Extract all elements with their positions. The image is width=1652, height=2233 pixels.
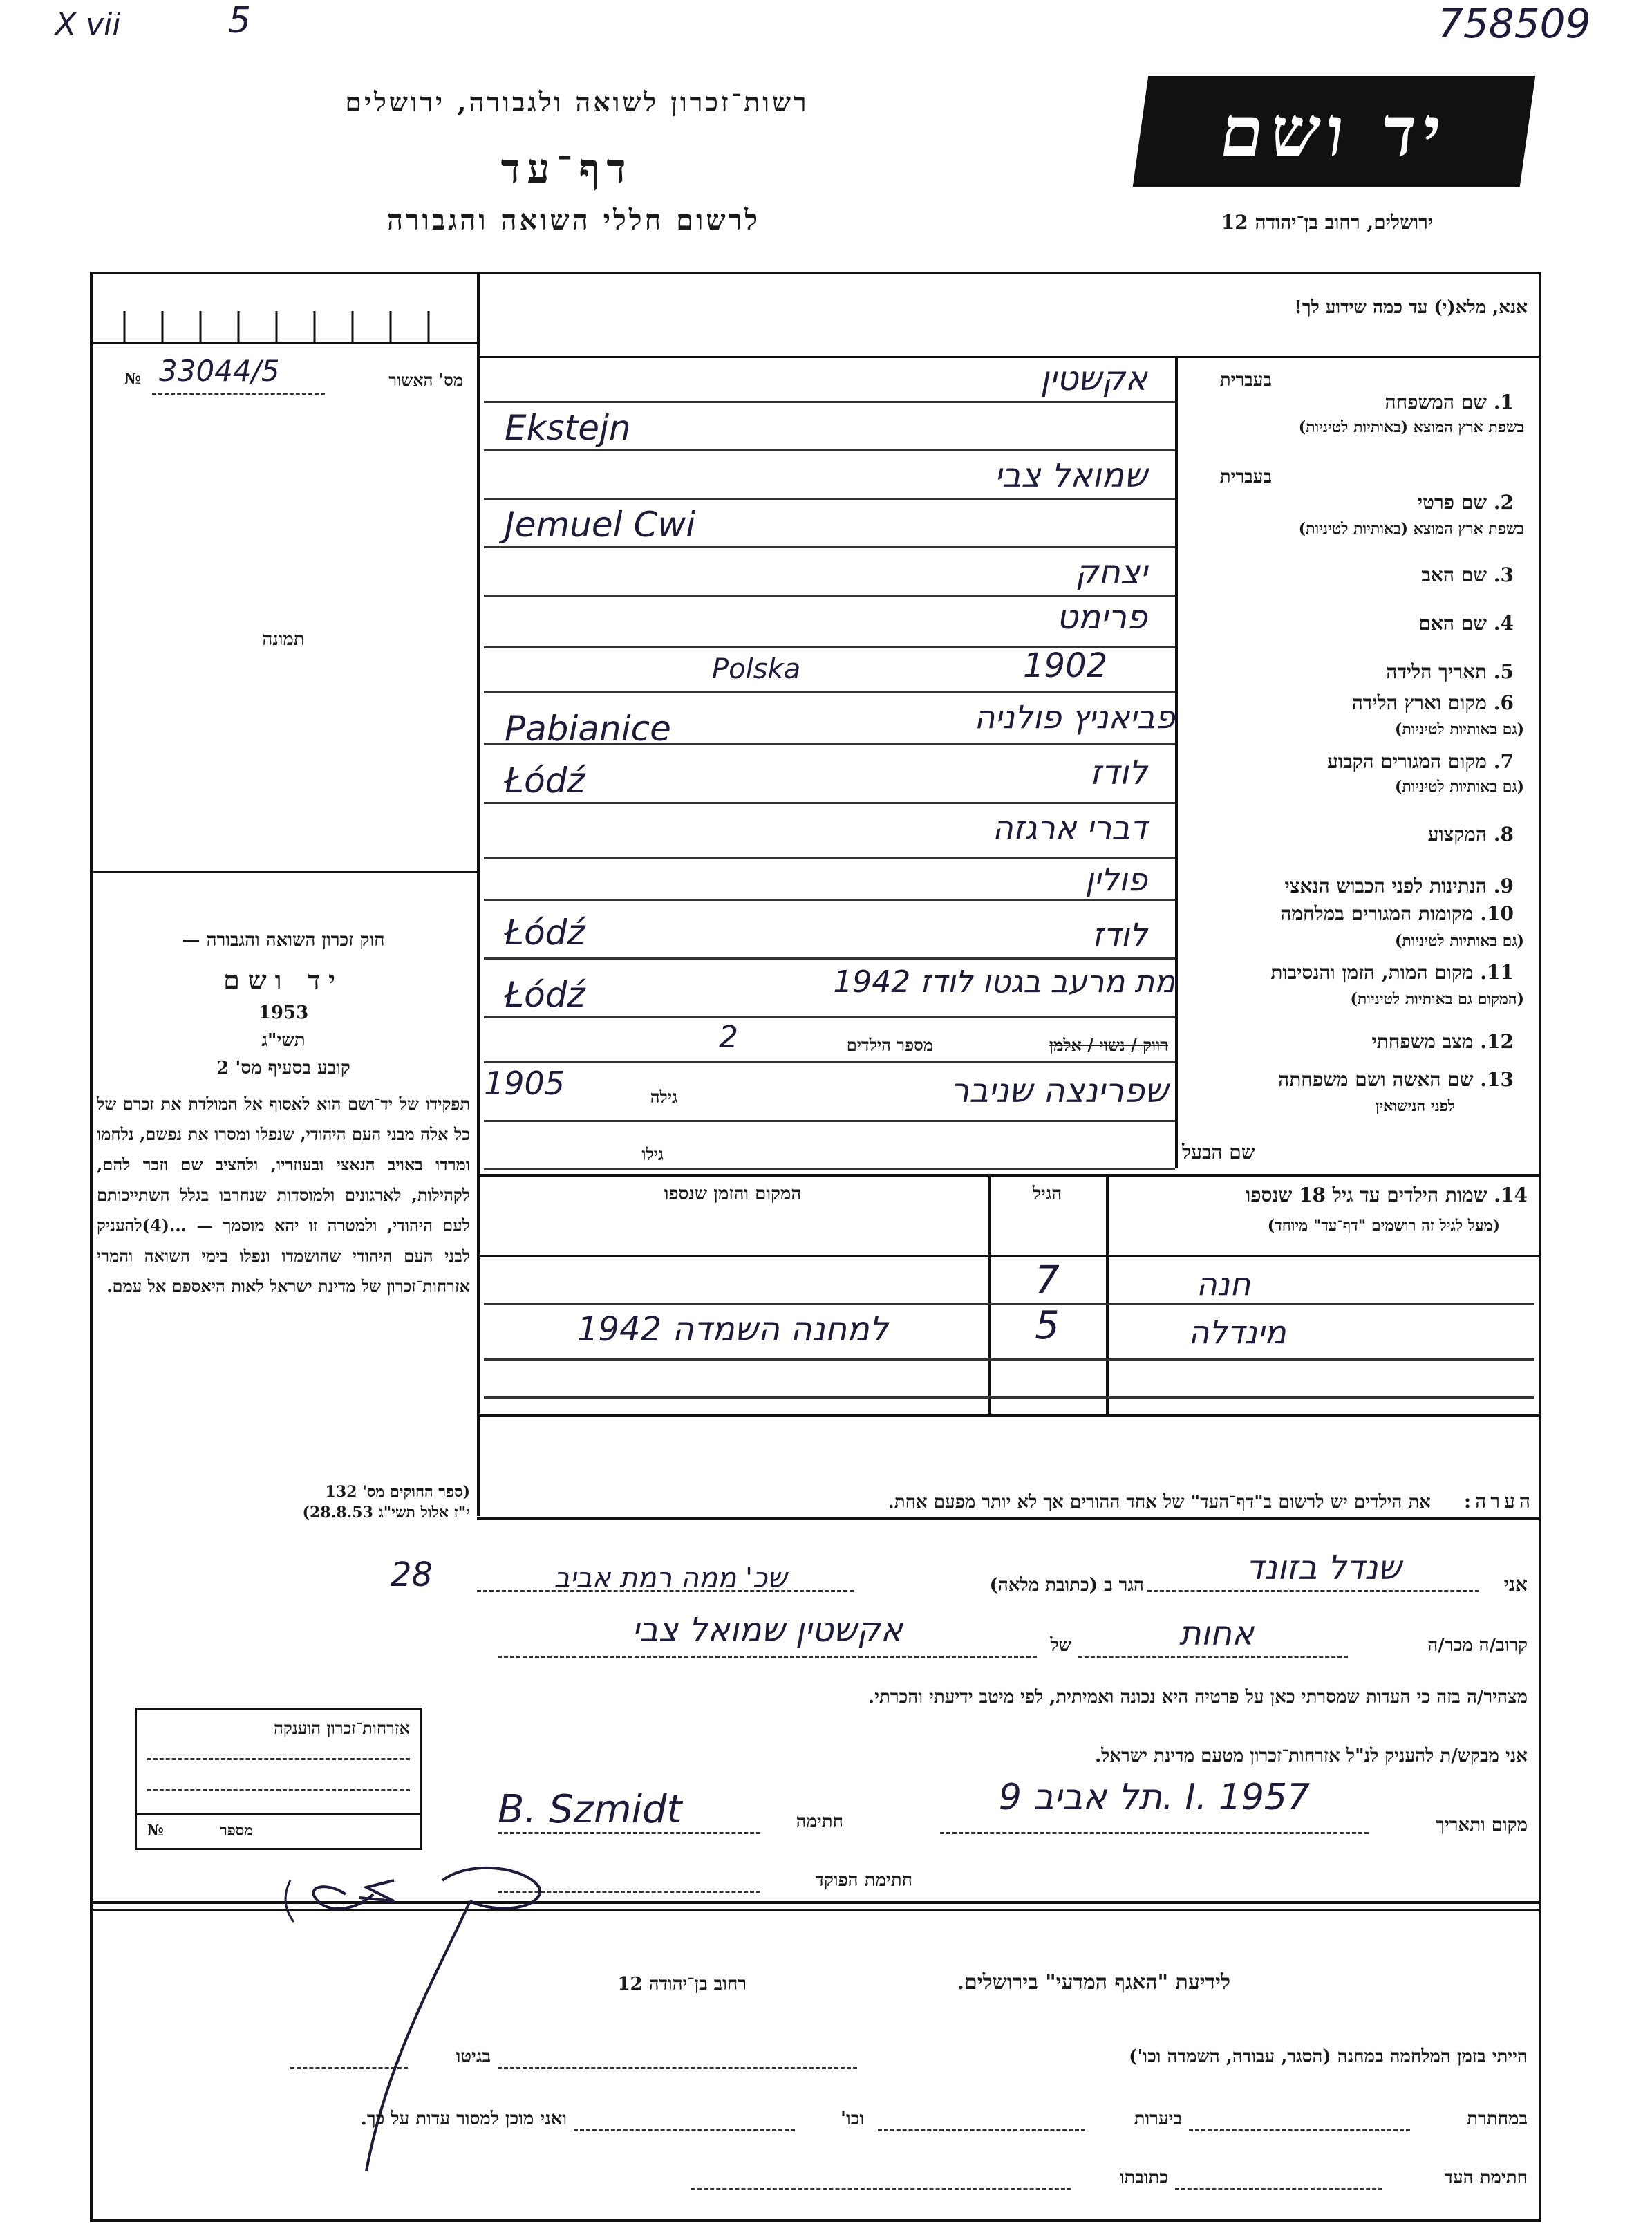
citizenship-no-label: מספר (220, 1822, 254, 1840)
law-source: (ספר החוקים מס' 132 (325, 1483, 470, 1501)
approval-label: מס' האשור (388, 370, 463, 390)
law-title: חוק זכרון השואה והגבורה — (182, 930, 385, 951)
header-address: ירושלים, רחוב בן־יהודה 12 (1221, 211, 1434, 234)
frame-top (90, 272, 1541, 274)
child-1-age[interactable]: 7 (1035, 1258, 1060, 1303)
field-11-label-text: מקום המות, הזמן והנסיבות (1270, 961, 1474, 984)
decl-signature-label: חתימה (796, 1811, 843, 1832)
left-panel-divider (477, 272, 480, 1516)
law-year-hebrew: תשי"ג (261, 1030, 306, 1051)
citizenship-line-2 (147, 1789, 410, 1791)
field-7-line (484, 802, 1175, 804)
field-2-number: 2. (1493, 491, 1514, 514)
field-10-value[interactable]: לודז (1092, 916, 1147, 953)
field-2-sub: בשפת ארץ המוצא (באותיות לטיניות) (1298, 520, 1524, 538)
citizenship-box-label: אזרחות־זכרון הוענקה (274, 1718, 410, 1738)
decl-person-line (498, 1656, 1037, 1658)
field-5-value[interactable]: 1902 (1023, 646, 1108, 685)
footer-ghetto-label: בגיטו (456, 2046, 491, 2067)
footer-camp-line (498, 2067, 857, 2069)
field-2-hebrew-value[interactable]: שמואל צבי (994, 456, 1147, 495)
field-12-children-label: מספר הילדים (846, 1035, 933, 1055)
field-1-hebrew-value[interactable]: אקשטין (1040, 359, 1147, 398)
field-12-status-options: רווק / נשוי / אלמן (1049, 1035, 1168, 1055)
field-8-label (1182, 823, 1514, 846)
field-2-line-2 (484, 546, 1175, 548)
decl-statement: מצהיר/ה בזה כי העדות שמסרתי כאן על פרטיה היא נכונה ואמיתית, לפי מיטב ידיעתי והכרתי. (868, 1687, 1528, 1708)
decl-of-label: של (1050, 1635, 1071, 1656)
field-5-number: 5. (1493, 660, 1514, 683)
decl-address-extra: 28 (391, 1555, 433, 1594)
field-11-sub: (המקום גם באותיות לטיניות) (1350, 990, 1524, 1008)
approval-number-value: 33044/5 (159, 354, 280, 388)
citizenship-no-symbol: № (147, 1822, 164, 1840)
field-10-label (1182, 902, 1514, 926)
decl-relation-line (1078, 1656, 1348, 1658)
field-12-line (484, 1061, 1175, 1063)
field-11-value[interactable]: מת מרעב בגטו לודז 1942 (833, 964, 1175, 1000)
law-text: תפקידו של יד־ושם הוא לאסוף אל המולדת את זכרם של כל אלה מבני העם היהודי, שנפלו ומסרו את נפשם, נלחמו ומרדו באויב הנאצי ובעוזריו, ולהציב שם וזכר להם, לקהילות, לארגונים ולמוסדות שנחרבו בגלל השתייכותם לעם היהודי, ולמטרה זו יהא מוסמך — ...(4)להעניק לבני העם היהודי שהושמדו ונפלו בימי השואה והמרי אזרחות־זכרון של מדינת ישראל לאות היאספם אל עמם. (97, 1094, 470, 1296)
field-1-latin-value[interactable]: Ekstejn (505, 408, 631, 448)
field-11-line (484, 1016, 1175, 1018)
children-number: 14. (1494, 1184, 1528, 1206)
footer-etc-label: וכו' (841, 2109, 864, 2129)
field-12-number: 12. (1480, 1030, 1514, 1053)
children-col-age-right (1106, 1174, 1109, 1416)
footer-address-label: כתובתו (1119, 2167, 1168, 2188)
footer-heading-address: רחוב בן־יהודה 12 (617, 1974, 747, 1994)
decl-person-value[interactable]: אקשטין שמואל צבי (632, 1611, 903, 1650)
field-6-label-text: מקום וארץ הלידה (1351, 691, 1487, 714)
children-col-age-header: הגיל (1032, 1184, 1062, 1204)
field-9-label-text: הנתינות לפני הכבוש הנאצי (1284, 875, 1487, 897)
field-3-line (484, 595, 1175, 597)
yad-vashem-logo: יד ושם (1133, 76, 1535, 187)
field-2-line-1 (484, 498, 1175, 500)
corner-circled-number: 5 (228, 0, 252, 41)
note-text: את הילדים יש לרשום ב"דף־העד" של אחד ההורים אך לא יותר מפעם אחת. (888, 1492, 1431, 1513)
footer-ghetto-line (290, 2067, 408, 2069)
field-9-line (484, 899, 1175, 901)
field-8-number: 8. (1493, 823, 1514, 845)
authority-line: רשות־זכרון לשואה ולגבורה, ירושלים (345, 86, 809, 118)
row-line-children-top (477, 1174, 1541, 1177)
decl-address-line (477, 1590, 854, 1592)
field-2-label (1182, 491, 1514, 514)
field-10-latin-value[interactable]: Łódź (505, 913, 585, 953)
decl-place-date-label: מקום ותאריך (1436, 1815, 1528, 1835)
field-7-latin-value[interactable]: Łódź (505, 760, 585, 801)
decl-name-value[interactable]: שנדל בזונד (1246, 1549, 1402, 1587)
decl-relation-value[interactable]: אחות (1179, 1614, 1255, 1653)
field-8-line (484, 857, 1175, 859)
children-sub: (מעל לגיל זה רושמים "דף־עד" מיוחד) (1267, 1217, 1500, 1235)
field-6-label (1182, 691, 1514, 715)
field-3-value[interactable]: יצחק (1075, 553, 1147, 592)
decl-name-line (1147, 1590, 1479, 1592)
form-title: דף־עד (500, 145, 633, 192)
field-4-number: 4. (1493, 612, 1514, 635)
law-source-date: י"ז אלול תשי"ג 28.8.53) (302, 1504, 470, 1522)
field-7-value[interactable]: לודז (1089, 754, 1147, 792)
field-13-age-label: גילה (650, 1087, 677, 1107)
decl-place-date-line (940, 1832, 1369, 1834)
photo-area-bottom (93, 871, 477, 873)
label-column-divider (1175, 356, 1178, 1168)
field-2-hebrew-tag: בעברית (1219, 467, 1272, 487)
children-header-line (477, 1255, 1541, 1257)
field-8-value[interactable]: דברי ארגזה (992, 809, 1147, 846)
children-label (1113, 1184, 1528, 1207)
field-1-hebrew-tag: בעברית (1219, 370, 1272, 391)
field-9-label (1182, 875, 1514, 898)
decl-signature-line (498, 1832, 760, 1834)
field-1-sub: בשפת ארץ המוצא (באותיות לטיניות) (1298, 418, 1524, 436)
child-row-3-line (484, 1396, 1534, 1399)
field-9-value[interactable]: פולין (1085, 861, 1147, 898)
field-6-line (484, 743, 1175, 745)
field-12-label (1182, 1030, 1514, 1054)
form-subtitle: לרשום חללי השואה והגבורה (386, 204, 761, 236)
note-label: הערה: (1463, 1490, 1534, 1513)
children-col-age-left (988, 1174, 991, 1416)
field-6-sub: (גם באותיות לטיניות) (1394, 720, 1524, 738)
footer-forests-line (878, 2129, 1085, 2131)
approval-ticks-graphic (93, 304, 477, 346)
children-label-text: שמות הילדים עד גיל 18 שנספו (1246, 1184, 1487, 1206)
document-archive-number: 758509 (1438, 0, 1591, 47)
child-2-age[interactable]: 5 (1035, 1303, 1060, 1348)
approval-line (152, 393, 325, 395)
field-7-label (1182, 750, 1514, 774)
footer-witness-signature-line (1175, 2188, 1382, 2190)
field-5-label (1182, 660, 1514, 684)
field-10-number: 10. (1480, 902, 1514, 925)
decl-i-label: אני (1503, 1573, 1528, 1596)
citizenship-box (135, 1708, 422, 1850)
corner-handwritten-mark: X vii (55, 7, 121, 42)
field-1-number: 1. (1493, 391, 1514, 413)
field-13-sub: לפני הנישואין (1375, 1097, 1455, 1115)
field-1-label-text: שם המשפחה (1385, 391, 1487, 413)
field-11-latin-value[interactable]: Łódź (505, 975, 585, 1015)
field-7-label-text: מקום המגורים הקבוע (1327, 750, 1487, 773)
field-13-label (1182, 1068, 1514, 1092)
officer-signature-scribble (263, 1839, 816, 2185)
footer-willing-label: ואני מוכן למסור עדות על כך. (360, 2109, 567, 2129)
child-2-place[interactable]: למחנה השמדה 1942 (576, 1310, 889, 1349)
child-2-name[interactable]: מינדלה (1188, 1314, 1286, 1351)
children-col-place-header: המקום והזמן שנספו (664, 1184, 802, 1204)
footer-address-line (691, 2188, 1071, 2190)
husband-line (484, 1168, 1175, 1170)
citizenship-box-divider (137, 1813, 420, 1815)
field-1-line-1 (484, 401, 1175, 403)
decl-address-value[interactable]: שכ' ממה רמת אביב (554, 1562, 787, 1594)
field-3-number: 3. (1493, 563, 1514, 586)
field-5-extra: Polska (712, 653, 801, 685)
decl-signature-value[interactable]: B. Szmidt (498, 1787, 682, 1832)
footer-camp-label: הייתי בזמן המלחמה במחנה (הסגר, עבודה, השמדה וכו') (1129, 2046, 1528, 2067)
field-11-number: 11. (1480, 961, 1514, 984)
frame-right (1539, 272, 1541, 2221)
field-1-label (1182, 391, 1514, 414)
approval-tick-row (93, 304, 477, 346)
field-13-label-text: שם האשה ושם משפחתה (1278, 1068, 1474, 1091)
field-6-latin-value[interactable]: Pabianice (505, 709, 671, 749)
field-12-label-text: מצב משפחתי (1371, 1030, 1474, 1053)
decl-relation-label: קרוב/ה מכר/ה (1427, 1635, 1528, 1656)
field-3-label-text: שם האב (1421, 563, 1487, 586)
field-3-label (1182, 563, 1514, 587)
law-clause: קובע בסעיף מס' 2 (216, 1058, 350, 1078)
field-2-label-text: שם פרטי (1417, 491, 1487, 514)
decl-place-date-value[interactable]: תל אביב 9. I. 1957 (998, 1777, 1311, 1818)
field-6-value[interactable]: פביאניץ פולניה (974, 698, 1175, 736)
field-7-sub: (גם באותיות לטיניות) (1394, 778, 1524, 796)
law-year-gregorian: 1953 (258, 1002, 309, 1023)
field-13-age-value[interactable]: 1905 (484, 1065, 565, 1102)
field-4-value[interactable]: פרימט (1056, 598, 1147, 637)
field-10-line (484, 957, 1175, 960)
field-9-number: 9. (1493, 875, 1514, 897)
footer-underground-line (1189, 2129, 1410, 2131)
field-13-number: 13. (1480, 1068, 1514, 1091)
field-10-sub: (גם באותיות לטיניות) (1394, 932, 1524, 950)
form-instruction: אנא, מלא(י) עד כמה שידוע לך! (1294, 297, 1528, 318)
field-13-value[interactable]: שפרינצה שניבר (950, 1072, 1168, 1110)
field-4-label-text: שם האם (1418, 612, 1487, 635)
field-11-label (1182, 961, 1514, 984)
row-line-instruction (477, 356, 1541, 358)
field-2-latin-value[interactable]: Jemuel Cwi (505, 505, 696, 545)
field-5-label-text: תאריך הלידה (1386, 660, 1487, 683)
citizenship-line-1 (147, 1758, 410, 1760)
field-6-number: 6. (1493, 691, 1514, 714)
footer-forests-label: ביערות (1134, 2109, 1182, 2129)
decl-request: אני מבקש/ת להעניק לנ"ל אזרחות־זכרון מטעם מדינת ישראל. (1095, 1746, 1528, 1766)
field-1-line-2 (484, 449, 1175, 451)
frame-bottom (90, 2219, 1541, 2222)
field-12-children-value[interactable]: 2 (719, 1020, 738, 1055)
field-8-label-text: המקצוע (1427, 823, 1487, 845)
field-5-line (484, 691, 1175, 693)
field-4-label (1182, 612, 1514, 635)
child-row-2-line (484, 1358, 1534, 1361)
footer-heading: לידיעת "האגף המדעי" בירושלים. (957, 1970, 1230, 1994)
footer-underground-label: במחתרת (1467, 2109, 1528, 2129)
note-bottom-line (477, 1517, 1541, 1520)
footer-etc-line (574, 2129, 795, 2131)
decl-officer-label: חתימת הפוקד (815, 1870, 912, 1891)
law-name: יד ושם (223, 964, 344, 996)
field-7-number: 7. (1493, 750, 1514, 773)
footer-witness-signature-label: חתימת העד (1444, 2167, 1528, 2188)
approval-no-symbol: № (124, 370, 141, 388)
field-13-line (484, 1120, 1175, 1122)
frame-left (90, 272, 93, 2221)
field-10-label-text: מקומות המגורים במלחמה (1280, 902, 1474, 925)
decl-resides-label: הגר ב (כתובת מלאה) (989, 1575, 1144, 1596)
husband-age-label: גילו (641, 1144, 664, 1164)
photo-label: תמונה (262, 629, 305, 650)
children-bottom-line (477, 1414, 1541, 1417)
child-1-name[interactable]: חנה (1196, 1265, 1251, 1302)
husband-label: שם הבעל (1182, 1141, 1255, 1164)
